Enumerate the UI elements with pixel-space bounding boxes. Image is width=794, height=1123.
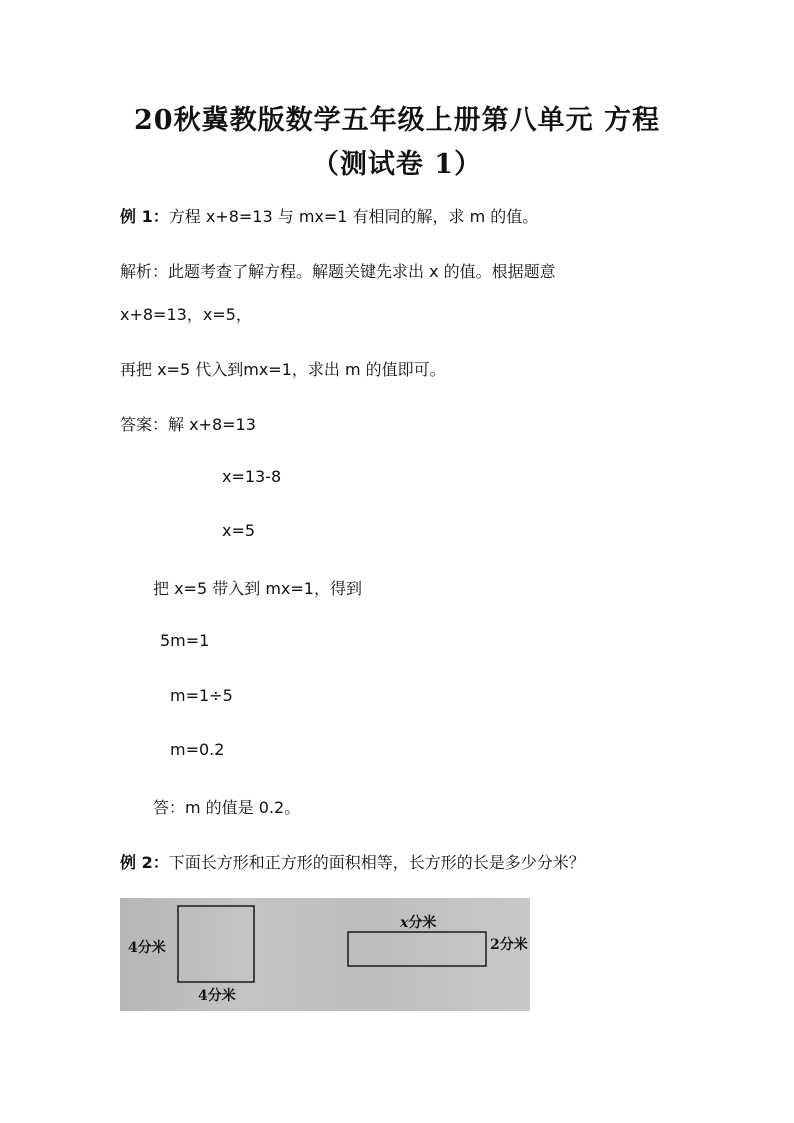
geometry-figure-photo: [120, 898, 530, 1011]
square-side-label: 4分米: [128, 940, 166, 956]
example2-colon: ：: [152, 853, 169, 872]
example2-question-line: [120, 850, 585, 873]
example1-label: 例 1: [120, 207, 153, 226]
example1-colon: ：: [152, 207, 169, 226]
answer-step-5: m=1÷5: [170, 686, 233, 705]
answer-step-6: m=0.2: [170, 740, 225, 759]
answer-step-2: x=5: [222, 521, 256, 540]
rectangle-width-label: 2分米: [490, 937, 528, 953]
rectangle-shape: [348, 932, 486, 966]
figure-shapes: [120, 898, 530, 1011]
answer-step-4: 5m=1: [160, 631, 210, 650]
example1-question-line: [120, 204, 538, 227]
answer-step-3: 把 x=5 带入到 mx=1，得到: [153, 579, 362, 598]
rectangle-length-unit: 分米: [408, 915, 437, 931]
page-subtitle: （测试卷 1）: [311, 149, 483, 180]
analysis-line-1: 解析：此题考查了解方程。解题关键先求出 x 的值。根据题意: [120, 262, 556, 281]
square-shape: [178, 906, 254, 982]
analysis-line-3: 再把 x=5 代入到mx=1，求出 m 的值即可。: [120, 360, 446, 379]
rectangle-length-variable: x: [400, 915, 409, 931]
example2-question: 下面长方形和正方形的面积相等，长方形的长是多少分米？: [168, 853, 585, 872]
answer-line-1: 答案：解 x+8=13: [120, 415, 256, 434]
example2-label: 例 2: [120, 853, 153, 872]
analysis-line-2: x+8=13，x=5，: [120, 305, 252, 324]
page-title: 20秋冀教版数学五年级上册第八单元 方程: [134, 105, 660, 136]
square-bottom-label: 4分米: [198, 988, 236, 1004]
example1-question: 方程 x+8=13 与 mx=1 有相同的解，求 m 的值。: [168, 207, 539, 226]
answer-step-1: x=13-8: [222, 467, 282, 486]
answer-conclusion: 答：m 的值是 0.2。: [153, 798, 301, 817]
rectangle-length-label: [400, 912, 436, 932]
